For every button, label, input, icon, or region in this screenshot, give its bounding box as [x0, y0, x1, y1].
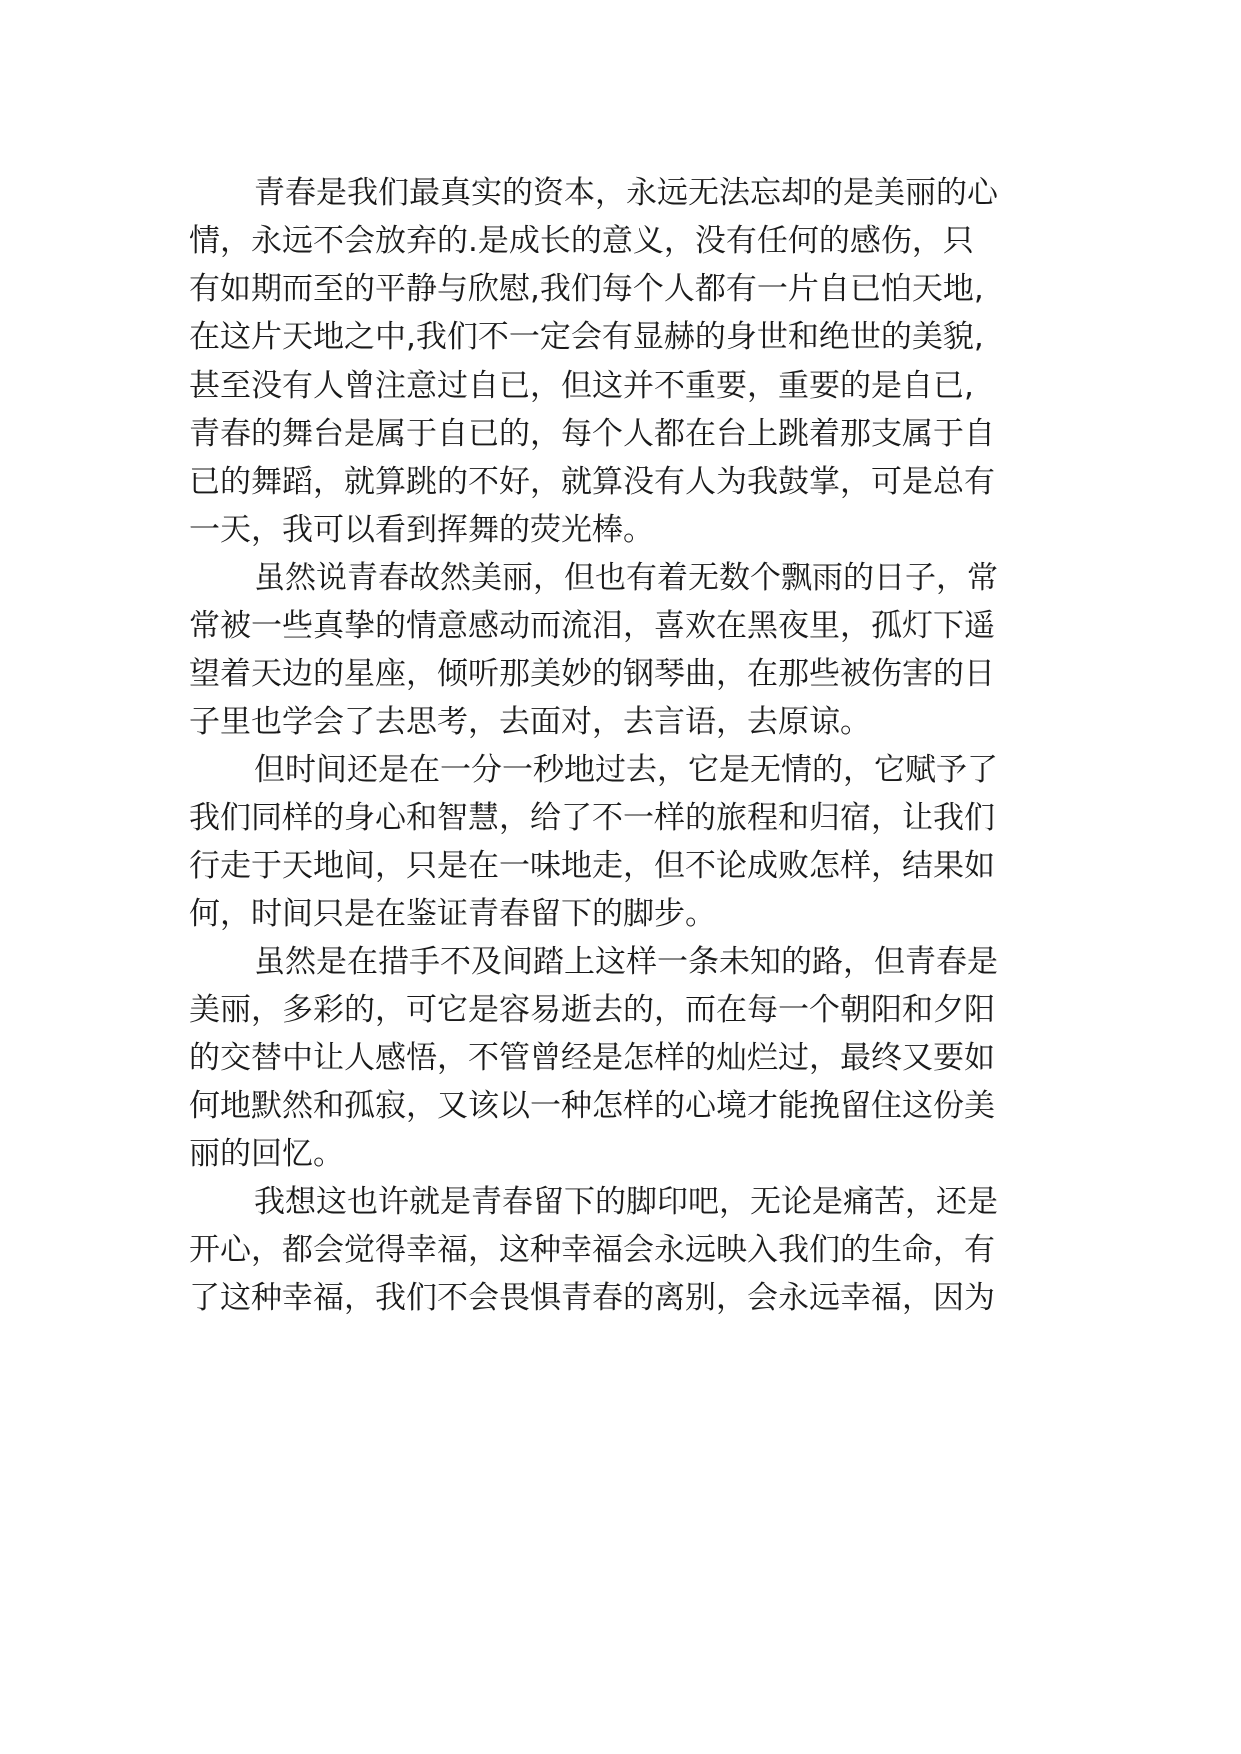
- text-line: 何地默然和孤寂，又该以一种怎样的心境才能挽留住这份美: [189, 1088, 995, 1124]
- text-line: 了这种幸福，我们不会畏惧青春的离别，会永远幸福，因为: [189, 1280, 995, 1316]
- text-line: 常被一些真挚的情意感动而流泪，喜欢在黑夜里，孤灯下遥: [189, 608, 995, 644]
- text-line: 青春是我们最真实的资本，永远无法忘却的是美丽的心: [254, 175, 998, 211]
- text-line: 何，时间只是在鉴证青春留下的脚步。: [189, 896, 716, 932]
- text-line: 情，永远不会放弃的.是成长的意义，没有任何的感伤，只: [189, 223, 974, 259]
- text-line: 有如期而至的平静与欣慰,我们每个人都有一片自已怕天地,: [189, 271, 984, 307]
- text-line: 已的舞蹈，就算跳的不好，就算没有人为我鼓掌，可是总有: [189, 464, 995, 500]
- text-line: 虽然说青春故然美丽，但也有着无数个飘雨的日子，常: [254, 560, 998, 596]
- text-line: 开心，都会觉得幸福，这种幸福会永远映入我们的生命，有: [189, 1232, 995, 1268]
- text-line: 甚至没有人曾注意过自已，但这并不重要，重要的是自已,: [189, 368, 974, 404]
- text-line: 一天，我可以看到挥舞的荧光棒。: [189, 512, 654, 548]
- text-line: 虽然是在措手不及间踏上这样一条未知的路，但青春是: [254, 944, 998, 980]
- text-line: 美丽，多彩的，可它是容易逝去的，而在每一个朝阳和夕阳: [189, 992, 995, 1028]
- text-line: 子里也学会了去思考，去面对，去言语，去原谅。: [189, 704, 871, 740]
- text-line: 望着天边的星座，倾听那美妙的钢琴曲，在那些被伤害的日: [189, 656, 995, 692]
- text-line: 我们同样的身心和智慧，给了不一样的旅程和归宿，让我们: [189, 800, 995, 836]
- text-line: 我想这也许就是青春留下的脚印吧，无论是痛苦，还是: [254, 1184, 998, 1220]
- text-line: 但时间还是在一分一秒地过去，它是无情的，它赋予了: [254, 752, 998, 788]
- text-line: 青春的舞台是属于自已的，每个人都在台上跳着那支属于自: [189, 416, 995, 452]
- text-line: 行走于天地间，只是在一味地走，但不论成败怎样，结果如: [189, 848, 995, 884]
- text-line: 在这片天地之中,我们不一定会有显赫的身世和绝世的美貌,: [189, 319, 984, 355]
- text-line: 丽的回忆。: [189, 1136, 344, 1172]
- text-line: 的交替中让人感悟，不管曾经是怎样的灿烂过，最终又要如: [189, 1040, 995, 1076]
